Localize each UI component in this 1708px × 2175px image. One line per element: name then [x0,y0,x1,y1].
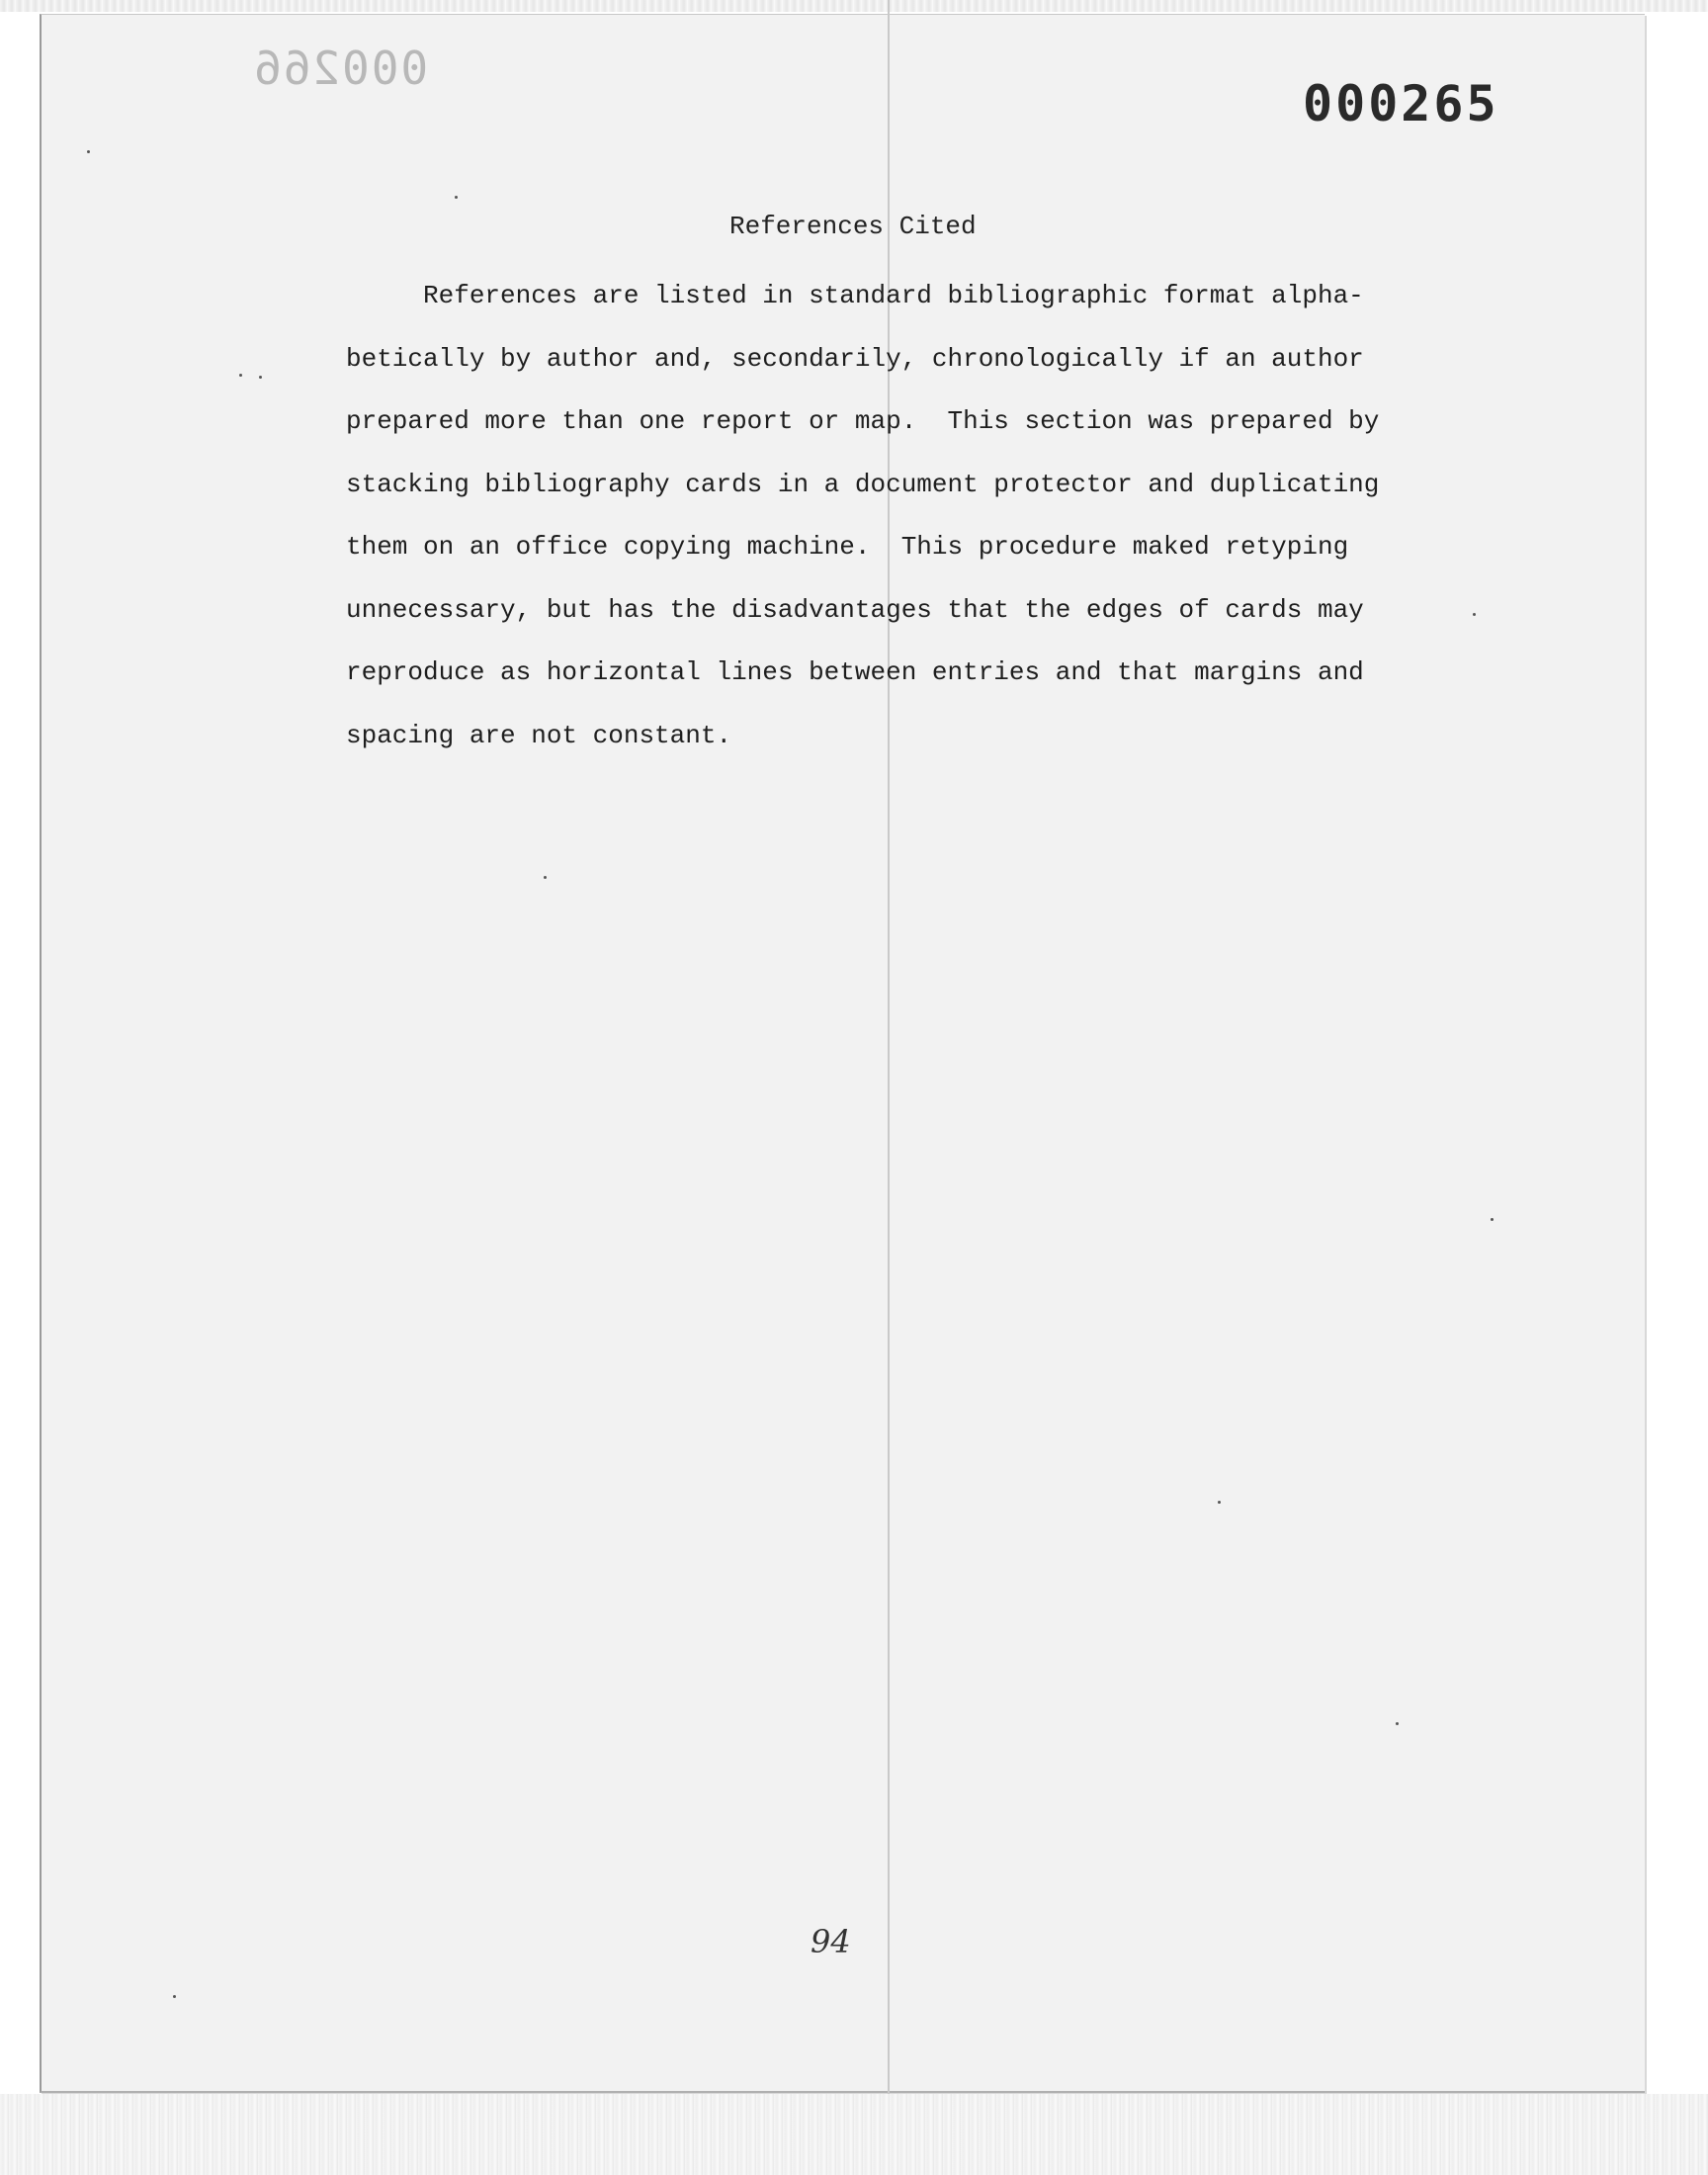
scan-speck [455,196,458,199]
scan-speck [1218,1501,1221,1504]
paragraph-line: stacking bibliography cards in a document protector and duplicating [346,469,1380,499]
bleed-through-stamp: 000266 [252,42,429,95]
scan-speck [259,376,262,379]
scan-speck [87,150,90,153]
handwritten-page-number: 94 [811,1923,851,1960]
scan-speck [173,1995,176,1998]
body-paragraph [346,265,1433,767]
scan-speck [1491,1218,1494,1221]
paragraph-line: them on an office copying machine. This procedure maked retyping [346,532,1349,562]
scan-speck [544,876,547,879]
document-number-stamp: 000265 [1303,75,1499,132]
scan-speck [1473,613,1476,616]
paragraph-line: reproduce as horizontal lines between entries and that margins and [346,657,1364,687]
paragraph-line: References are listed in standard bibliographic format alpha- [346,281,1364,310]
paragraph-line: spacing are not constant. [346,720,732,750]
section-heading: References Cited [729,212,977,241]
scan-edge-top [0,0,1708,12]
scan-speck [239,374,242,377]
paragraph-line: betically by author and, secondarily, chronologically if an author [346,343,1364,374]
scan-speck [1396,1722,1399,1725]
scan-edge-bottom [0,2094,1708,2175]
paragraph-line: prepared more than one report or map. This section was prepared by [346,406,1380,436]
paragraph-line: unnecessary, but has the disadvantages that the edges of cards may [346,594,1364,625]
